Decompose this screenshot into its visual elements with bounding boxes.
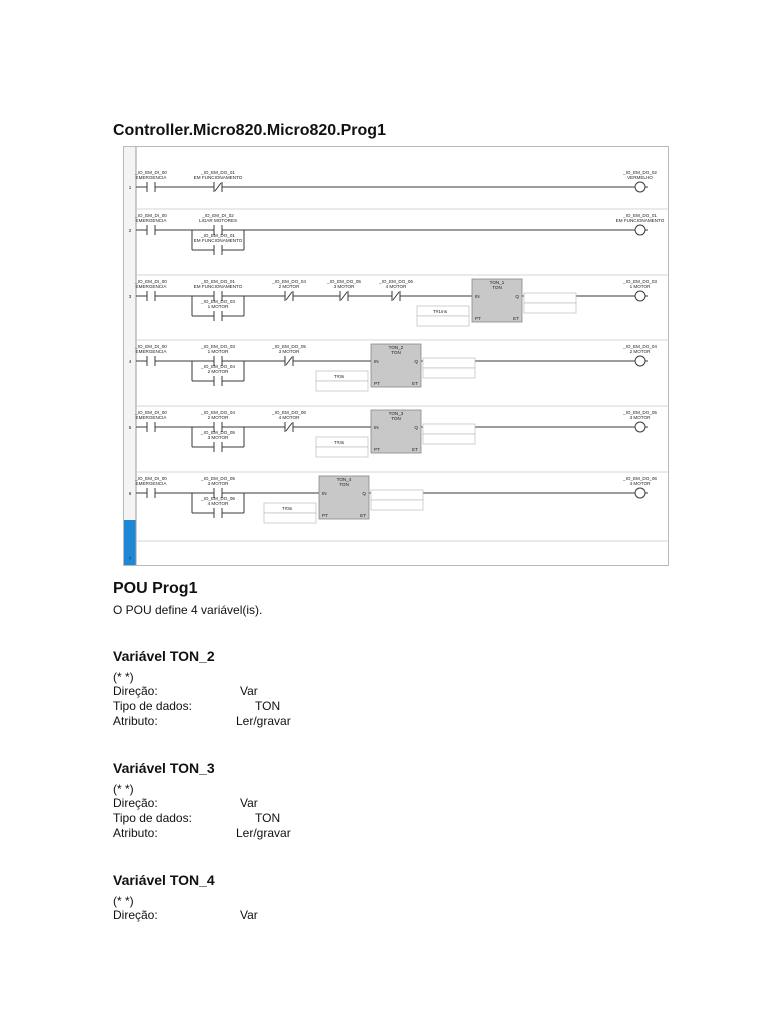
contact-tag: _IO_EM_DO_04 — [272, 279, 306, 284]
datatype-value: TON — [255, 699, 281, 713]
variable-title: Variável TON_3 — [113, 760, 215, 776]
rung-number: 3 — [128, 294, 132, 299]
et-output-box — [524, 303, 576, 313]
et-output-box — [423, 368, 475, 378]
q-output-box — [524, 293, 576, 303]
branch-contact-tag: _IO_EM_DO_03 — [201, 299, 235, 304]
timer-name: TON_1 — [489, 280, 505, 285]
rung-number-gutter — [124, 147, 136, 565]
branch-contact-desc: 3 MOTOR — [207, 435, 229, 440]
contact-tag: _IO_EM_DO_05 — [327, 279, 361, 284]
rung-number: 1 — [128, 185, 132, 190]
q-output-box — [423, 358, 475, 368]
contact-desc: EMERGENCIA — [135, 175, 167, 180]
contact-gap — [147, 291, 155, 301]
direction-value: Var — [240, 684, 258, 698]
contact-tag: _IO_EM_DO_03 — [201, 344, 235, 349]
contact-gap — [214, 245, 222, 255]
contact-desc: 2 MOTOR — [207, 415, 229, 420]
coil-tag: _IO_EM_DO_01 — [623, 213, 657, 218]
rung-number: 2 — [128, 228, 132, 233]
pt-aux-box — [417, 316, 469, 326]
rung-number: 5 — [128, 425, 132, 430]
variable-title: Variável TON_2 — [113, 648, 215, 664]
branch-contact-desc: 1 MOTOR — [207, 304, 229, 309]
document-title: Controller.Micro820.Micro820.Prog1 — [113, 122, 386, 139]
contact-desc: 3 MOTOR — [333, 284, 355, 289]
q-output-box — [371, 490, 423, 500]
timer-pin-pt: PT — [374, 447, 380, 452]
contact-gap — [147, 488, 155, 498]
contact-gap — [147, 182, 155, 192]
output-coil[interactable] — [635, 182, 645, 192]
attribute-label: Atributo: — [113, 826, 158, 840]
rung-number: 6 — [128, 491, 132, 496]
timer-type: TON — [492, 285, 502, 290]
contact-gap — [214, 376, 222, 386]
timer-type: TON — [391, 416, 401, 421]
coil-tag: _IO_EM_DO_06 — [623, 476, 657, 481]
coil-desc: EM FUNCIONAMENTO — [615, 218, 665, 223]
pou-title: POU Prog1 — [113, 580, 198, 597]
contact-tag: _IO_EM_DO_05 — [272, 344, 306, 349]
contact-desc: EMERGENCIA — [135, 481, 167, 486]
timer-pin-q: Q — [414, 425, 418, 430]
variable-comment: (* *) — [113, 782, 134, 796]
contact-gap — [214, 311, 222, 321]
pou-description: O POU define 4 variável(is). — [113, 603, 263, 617]
timer-name: TON_4 — [336, 477, 352, 482]
et-output-box — [423, 434, 475, 444]
timer-pin-q: Q — [414, 359, 418, 364]
coil-desc: 1 MOTOR — [629, 284, 651, 289]
timer-pin-et: ET — [513, 316, 519, 321]
contact-desc: 1 MOTOR — [207, 349, 229, 354]
timer-pin-et: ET — [412, 381, 418, 386]
attribute-label: Atributo: — [113, 714, 158, 728]
rung-number: 4 — [128, 359, 132, 364]
contact-tag: _IO_EM_DO_06 — [379, 279, 413, 284]
pt-aux-box — [264, 513, 316, 523]
contact-tag: _IO_EM_DO_01 — [201, 170, 235, 175]
contact-tag: _IO_EM_DI_00 — [135, 213, 167, 218]
q-output-box — [423, 424, 475, 434]
timer-pin-pt: PT — [475, 316, 481, 321]
contact-desc: EMERGENCIA — [135, 349, 167, 354]
output-coil[interactable] — [635, 422, 645, 432]
coil-desc: VERMELHO — [627, 175, 653, 180]
contact-desc: LIGAR MOTORES — [198, 218, 238, 223]
timer-pin-in: IN — [475, 294, 480, 299]
contact-desc: 4 MOTOR — [385, 284, 407, 289]
contact-desc: 3 MOTOR — [207, 481, 229, 486]
direction-label: Direção: — [113, 796, 158, 810]
et-output-box — [371, 500, 423, 510]
contact-tag: _IO_EM_DO_06 — [272, 410, 306, 415]
ladder-canvas[interactable] — [124, 147, 668, 565]
timer-pin-q: Q — [362, 491, 366, 496]
contact-gap — [147, 225, 155, 235]
output-coil[interactable] — [635, 356, 645, 366]
contact-desc: 4 MOTOR — [278, 415, 300, 420]
contact-gap — [147, 356, 155, 366]
timer-pin-in: IN — [322, 491, 327, 496]
coil-desc: 2 MOTOR — [629, 349, 651, 354]
contact-tag: _IO_EM_DO_04 — [201, 410, 235, 415]
datatype-value: TON — [255, 811, 281, 825]
timer-pin-pt: PT — [322, 513, 328, 518]
contact-tag: _IO_EM_DI_00 — [135, 170, 167, 175]
coil-tag: _IO_EM_DO_02 — [623, 170, 657, 175]
pt-value: T#3s — [281, 506, 293, 511]
contact-tag: _IO_EM_DI_00 — [135, 344, 167, 349]
timer-pin-pt: PT — [374, 381, 380, 386]
timer-type: TON — [339, 482, 349, 487]
datatype-label: Tipo de dados: — [113, 699, 192, 713]
timer-name: TON_3 — [388, 411, 404, 416]
branch-contact-tag: _IO_EM_DO_05 — [201, 430, 235, 435]
coil-tag: _IO_EM_DO_05 — [623, 410, 657, 415]
attribute-value: Ler/gravar — [236, 826, 291, 840]
coil-desc: 3 MOTOR — [629, 415, 651, 420]
contact-desc: EMERGENCIA — [135, 284, 167, 289]
direction-label: Direção: — [113, 908, 158, 922]
branch-contact-desc: EM FUNCIONAMENTO — [193, 238, 243, 243]
output-coil[interactable] — [635, 291, 645, 301]
contact-tag: _IO_EM_DI_02 — [202, 213, 234, 218]
branch-contact-tag: _IO_EM_DO_06 — [201, 496, 235, 501]
timer-name: TON_2 — [388, 345, 404, 350]
branch-contact-desc: 4 MOTOR — [207, 501, 229, 506]
contact-desc: EM FUNCIONAMENTO — [193, 284, 243, 289]
direction-value: Var — [240, 796, 258, 810]
coil-tag: _IO_EM_DO_04 — [623, 344, 657, 349]
pt-aux-box — [316, 447, 368, 457]
rung-number: 7 — [128, 556, 132, 561]
contact-gap — [214, 508, 222, 518]
direction-label: Direção: — [113, 684, 158, 698]
coil-desc: 4 MOTOR — [629, 481, 651, 486]
timer-pin-q: Q — [515, 294, 519, 299]
contact-tag: _IO_EM_DI_00 — [135, 410, 167, 415]
contact-gap — [214, 442, 222, 452]
pt-value: T#3s — [333, 374, 345, 379]
output-coil[interactable] — [635, 225, 645, 235]
variable-title: Variável TON_4 — [113, 872, 215, 888]
branch-contact-tag: _IO_EM_DO_01 — [201, 233, 235, 238]
coil-tag: _IO_EM_DO_03 — [623, 279, 657, 284]
branch-contact-desc: 2 MOTOR — [207, 369, 229, 374]
contact-tag: _IO_EM_DI_00 — [135, 476, 167, 481]
ladder-diagram[interactable] — [123, 146, 669, 566]
pt-value: T#1ms — [432, 309, 448, 314]
timer-pin-et: ET — [412, 447, 418, 452]
timer-pin-in: IN — [374, 359, 379, 364]
datatype-label: Tipo de dados: — [113, 811, 192, 825]
output-coil[interactable] — [635, 488, 645, 498]
direction-value: Var — [240, 908, 258, 922]
contact-tag: _IO_EM_DO_05 — [201, 476, 235, 481]
branch-contact-tag: _IO_EM_DO_04 — [201, 364, 235, 369]
contact-desc: EMERGENCIA — [135, 218, 167, 223]
contact-tag: _IO_EM_DO_01 — [201, 279, 235, 284]
contact-desc: 2 MOTOR — [278, 284, 300, 289]
attribute-value: Ler/gravar — [236, 714, 291, 728]
pt-value: T#3s — [333, 440, 345, 445]
timer-pin-in: IN — [374, 425, 379, 430]
contact-desc: EMERGENCIA — [135, 415, 167, 420]
contact-desc: EM FUNCIONAMENTO — [193, 175, 243, 180]
variable-comment: (* *) — [113, 670, 134, 684]
contact-desc: 3 MOTOR — [278, 349, 300, 354]
timer-type: TON — [391, 350, 401, 355]
timer-pin-et: ET — [360, 513, 366, 518]
variable-comment: (* *) — [113, 894, 134, 908]
contact-tag: _IO_EM_DI_00 — [135, 279, 167, 284]
contact-gap — [147, 422, 155, 432]
pt-aux-box — [316, 381, 368, 391]
